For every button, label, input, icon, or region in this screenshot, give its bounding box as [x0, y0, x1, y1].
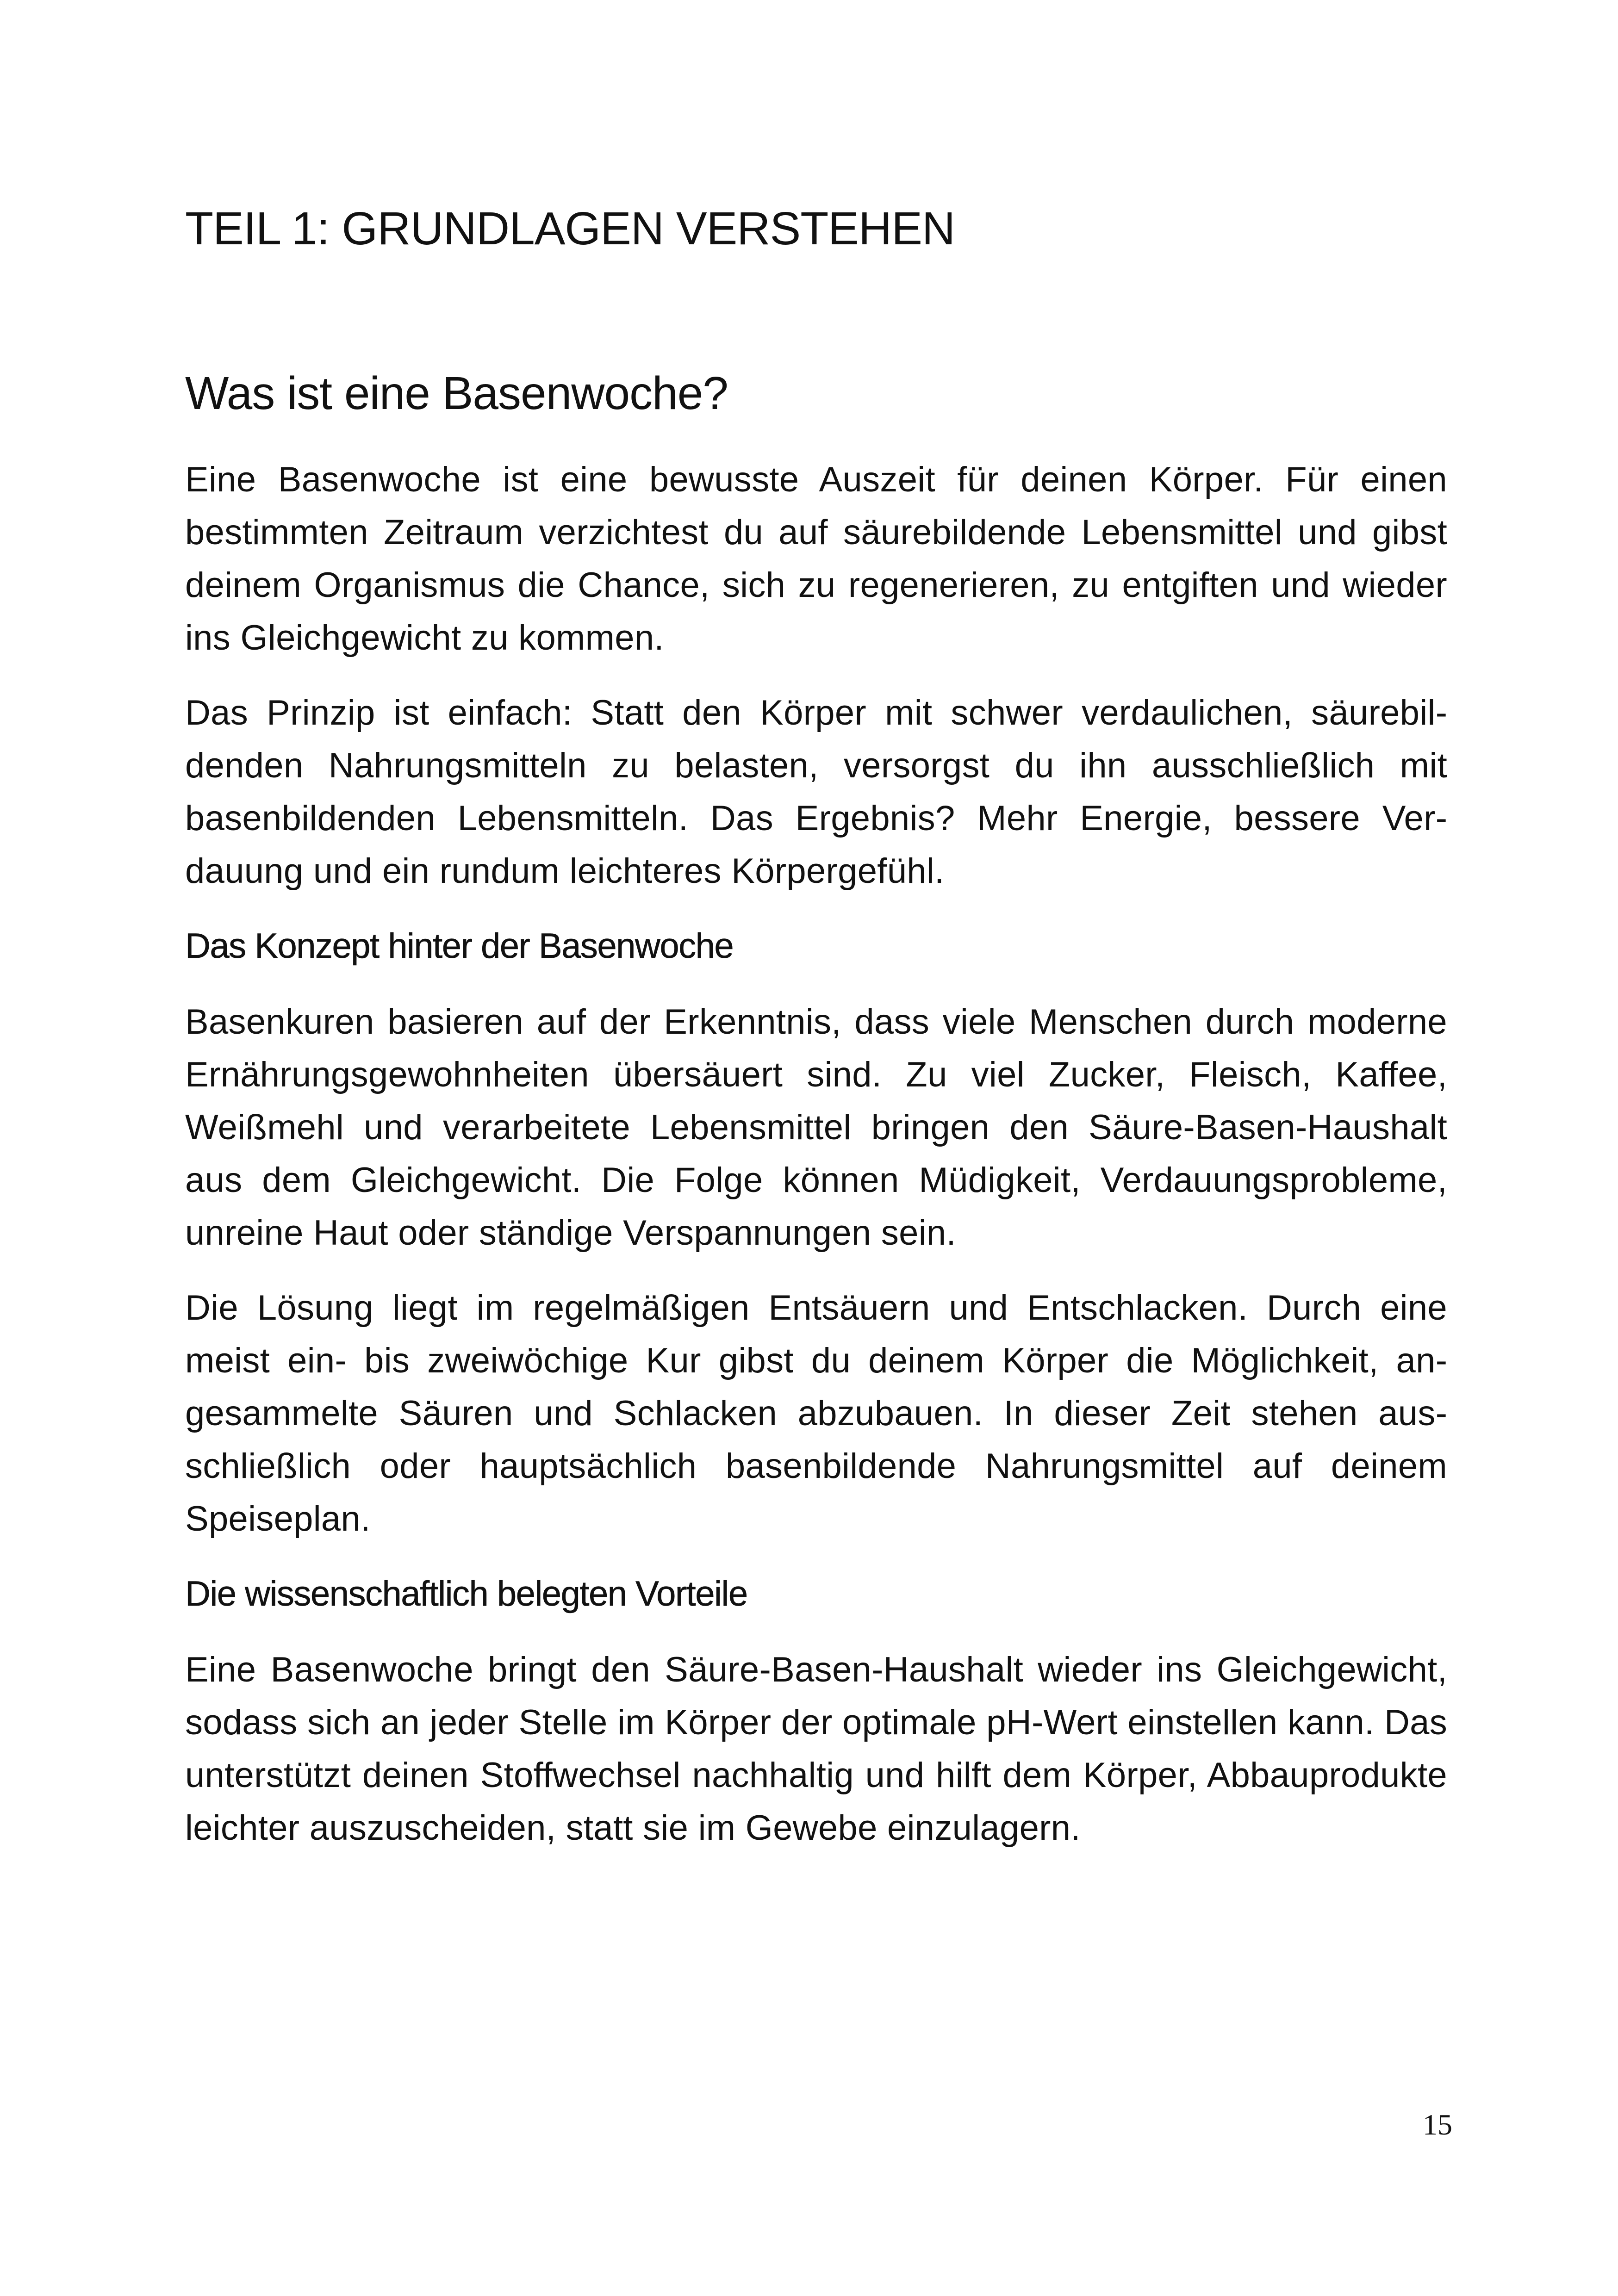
paragraph-intro: Eine Basenwoche ist eine bewusste Auszeit für deinen Körper. Für einen bestimmten Zeitraum verzichtest du auf säurebildende Lebensmittel und gibst deinem Organismus die Chance, sich zu regenerieren, zu entgiften und wieder ins Gleichgewicht zu kommen. [185, 460, 1447, 658]
paragraph-principle: Das Prinzip ist einfach: Statt den Körper mit schwer verdaulichen, säurebildenden Nahrungsmitteln zu belasten, versorgst du ihn ausschließlich mit basenbildenden Lebensmitteln. Das Ergebnis? Mehr Energie, bessere Verdauung und ein rundum leichteres Körpergefühl. [185, 693, 1447, 891]
paragraph-solution: Die Lösung liegt im regelmäßigen Entsäuern und Entschlacken. Durch eine meist ein- bis zweiwöchige Kur gibst du deinem Körper die Möglichkeit, angesammelte Säuren und Schlacken abzubauen. In dieser Zeit stehen ausschließlich oder hauptsächlich basenbildende Nahrungsmittel auf deinem Speiseplan. [185, 1288, 1447, 1539]
subheading-benefits: Die wissenschaftlich belegten Vorteile [185, 1574, 747, 1613]
subheading-concept: Das Konzept hinter der Basenwoche [185, 926, 734, 966]
part-title: TEIL 1: GRUNDLAGEN VERSTEHEN [185, 203, 955, 254]
body-text [185, 453, 1447, 1877]
paragraph-benefits: Eine Basenwoche bringt den Säure-Basen-Haushalt wieder ins Gleichgewicht, sodass sich an jeder Stelle im Körper der optimale pH-Wert einstellen kann. Das unterstützt deinen Stoffwechsel nachhaltig und hilft dem Körper, Abbauprodukte leichter auszuscheiden, statt sie im Gewebe einzulagern. [185, 1650, 1447, 1848]
chapter-title: Was ist eine Basenwoche? [185, 367, 728, 419]
page-number: 15 [1423, 2108, 1452, 2141]
paragraph-concept: Basenkuren basieren auf der Erkenntnis, dass viele Menschen durch moderne Ernährungsgewohnheiten übersäuert sind. Zu viel Zucker, Fleisch, Kaffee, Weißmehl und verarbeitete Lebensmittel bringen den Säure-Basen-Haushalt aus dem Gleichgewicht. Die Folge können Müdigkeit, Verdauungsprobleme, unreine Haut oder ständige Verspannungen sein. [185, 1002, 1447, 1253]
